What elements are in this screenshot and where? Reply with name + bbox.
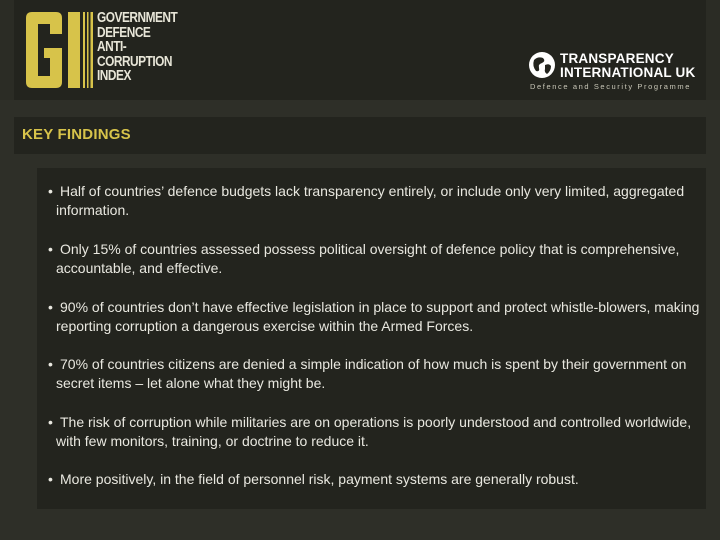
finding-text: The risk of corruption while militaries are on operations is poorly understood and controlled worldwide, with few monitors, training, or doctrine to reduce it. (56, 414, 692, 449)
ti-name (560, 52, 695, 80)
gi-logo-icon (22, 10, 96, 90)
finding-text: Half of countries’ defence budgets lack transparency entirely, or include only very limited, aggregated information. (56, 183, 685, 218)
gi-index-name (97, 11, 177, 84)
finding-item (48, 355, 706, 393)
finding-item (48, 470, 706, 489)
ti-line: INTERNATIONAL UK (560, 65, 696, 80)
gi-line: GOVERNMENT (97, 10, 178, 26)
finding-text: 90% of countries don’t have effective legislation in place to support and protect whistle-blowers, making reporting corruption a dangerous exercise within the Armed Forces. (56, 299, 700, 334)
section-title: KEY FINDINGS (22, 126, 131, 143)
bullet-icon: • (48, 299, 53, 315)
gi-line: DEFENCE (97, 24, 151, 41)
gi-line: CORRUPTION (97, 53, 173, 70)
ti-globe-icon (528, 51, 556, 79)
bullet-icon: • (48, 471, 53, 487)
bullet-icon: • (48, 241, 53, 257)
bullet-icon: • (48, 414, 53, 430)
finding-text: Only 15% of countries assessed possess political oversight of defence policy that is comprehensive, accountable, and effective. (56, 241, 680, 276)
finding-item (48, 298, 706, 336)
header (0, 0, 720, 100)
ti-subtitle: Defence and Security Programme (530, 82, 691, 91)
gi-line: INDEX (97, 68, 131, 85)
ti-line: TRANSPARENCY (560, 51, 674, 66)
finding-text: More positively, in the field of personnel risk, payment systems are generally robust. (60, 471, 579, 487)
bullet-icon: • (48, 183, 53, 199)
bullet-icon: • (48, 356, 53, 372)
finding-item (48, 413, 706, 451)
finding-item (48, 240, 706, 278)
finding-item (48, 182, 706, 220)
gi-line: ANTI- (97, 39, 127, 56)
finding-text: 70% of countries citizens are denied a simple indication of how much is spent by their government on secret items – let alone what they might be. (56, 356, 687, 391)
